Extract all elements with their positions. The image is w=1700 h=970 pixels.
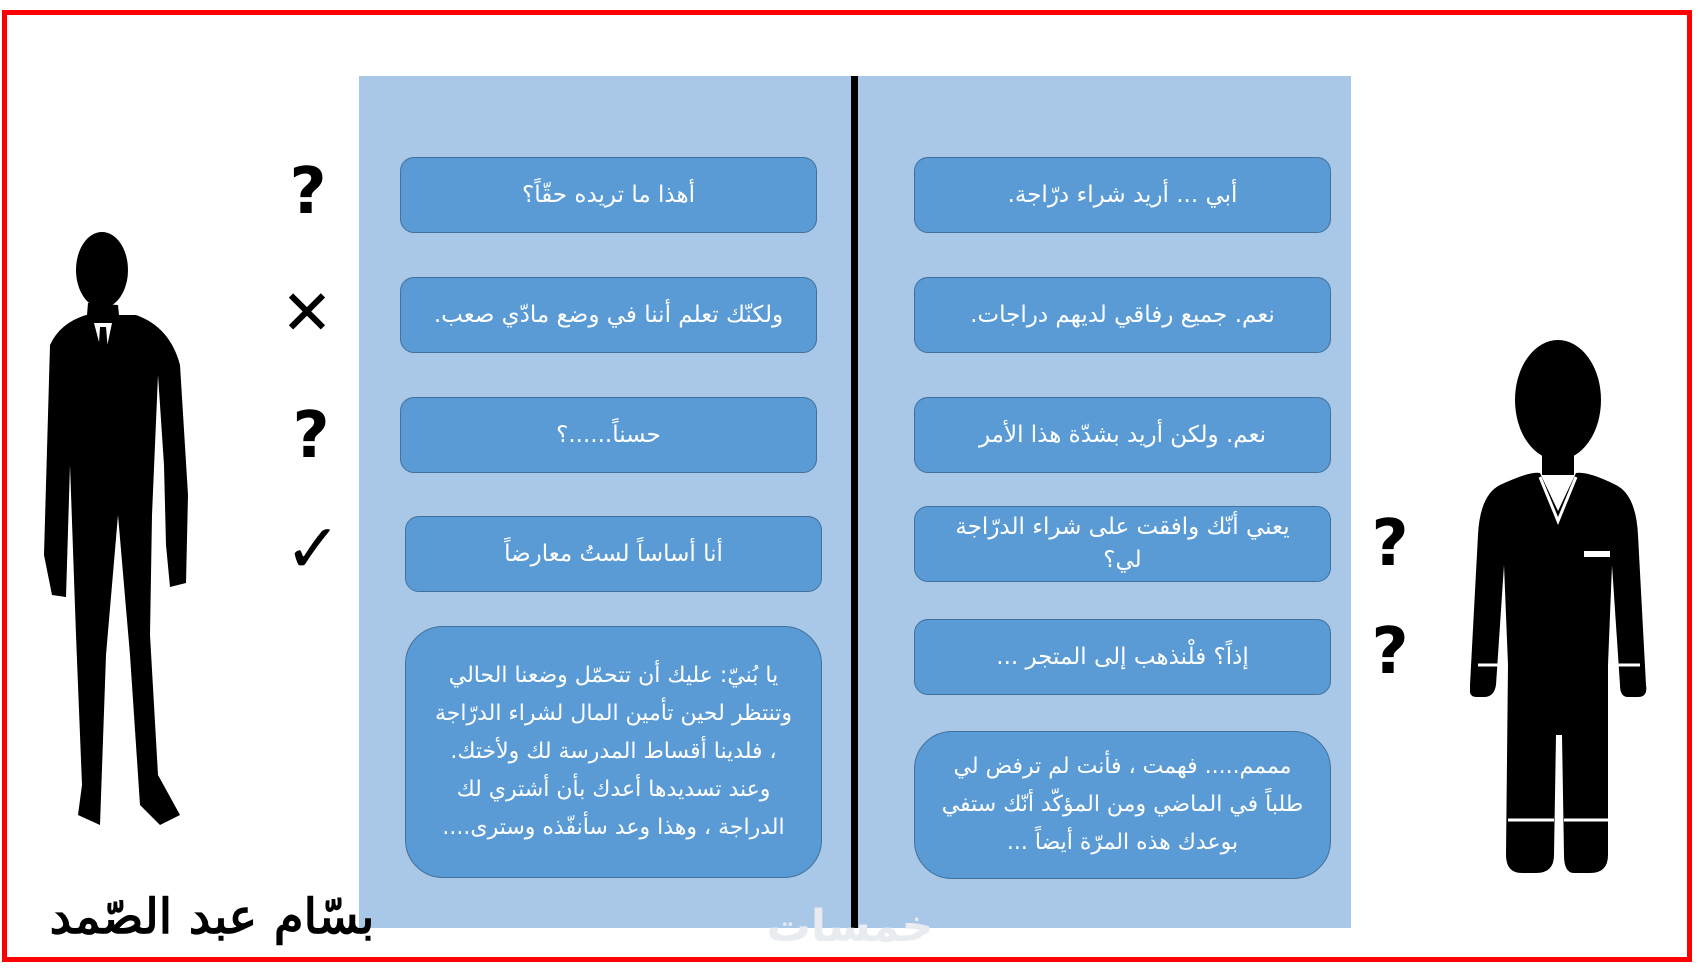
son-bubble-1 [914,157,1331,233]
father-cross-mark: ✕ [281,276,333,349]
father-bubble-4-text: أنا أساساً لستُ معارضاً [504,540,723,567]
father-bubble-1 [400,157,817,233]
father-bubble-5 [405,626,822,878]
son-question-mark-2: ? [1371,615,1409,689]
son-bubble-5 [914,619,1331,695]
father-question-mark-1: ? [289,155,327,229]
son-bubble-1-text: أبي ... أريد شراء درّاجة. [1007,181,1238,208]
father-bubble-2-text: ولكنّك تعلم أننا في وضع مادّي صعب. [433,301,784,328]
son-bubble-4 [914,506,1331,582]
father-bubble-2 [400,277,817,353]
father-check-mark: ✓ [284,510,342,589]
father-bubble-1-text: أهذا ما تريده حقّاً؟ [522,181,695,208]
boy-figure-icon [1470,335,1650,880]
son-bubble-2 [914,277,1331,353]
author-signature: بسّام عبد الصّمد [49,889,375,945]
son-bubble-3 [914,397,1331,473]
son-bubble-4-text: يعني أنّك وافقت على شراء الدرّاجة لي؟ [955,514,1290,573]
son-bubble-6-text: مممم..... فهمت ، فأنت لم ترفض لي طلباً في الماضي ومن المؤكّد أنّك ستفي بوعدك هذه المرّة أيضاً ... [941,754,1304,855]
father-question-mark-2: ? [292,399,330,473]
father-bubble-3-text: حسناً......؟ [556,421,661,448]
son-bubble-6 [914,731,1331,879]
watermark-text: خمسات [766,901,934,952]
center-divider [851,76,858,928]
businessman-silhouette-icon [40,215,220,885]
son-bubble-5-text: إذاً؟ فلْنذهب إلى المتجر ... [996,643,1249,670]
father-bubble-4 [405,516,822,592]
father-bubble-3 [400,397,817,473]
son-question-mark-1: ? [1371,507,1409,581]
son-bubble-3-text: نعم. ولكن أريد بشدّة هذا الأمر [978,421,1267,448]
father-bubble-5-text: يا بُنيّ: عليك أن تتحمّل وضعنا الحالي وتنتظر لحين تأمين المال لشراء الدرّاجة ، فلدينا أقساط المدرسة لك ولأختك. وعند تسديدها أعدك بأن أشتري لك الدراجة ، وهذا وعد سأنفّذه وسترى.... [434,663,793,840]
son-bubble-2-text: نعم. جميع رفاقي لديهم دراجات. [970,301,1275,328]
